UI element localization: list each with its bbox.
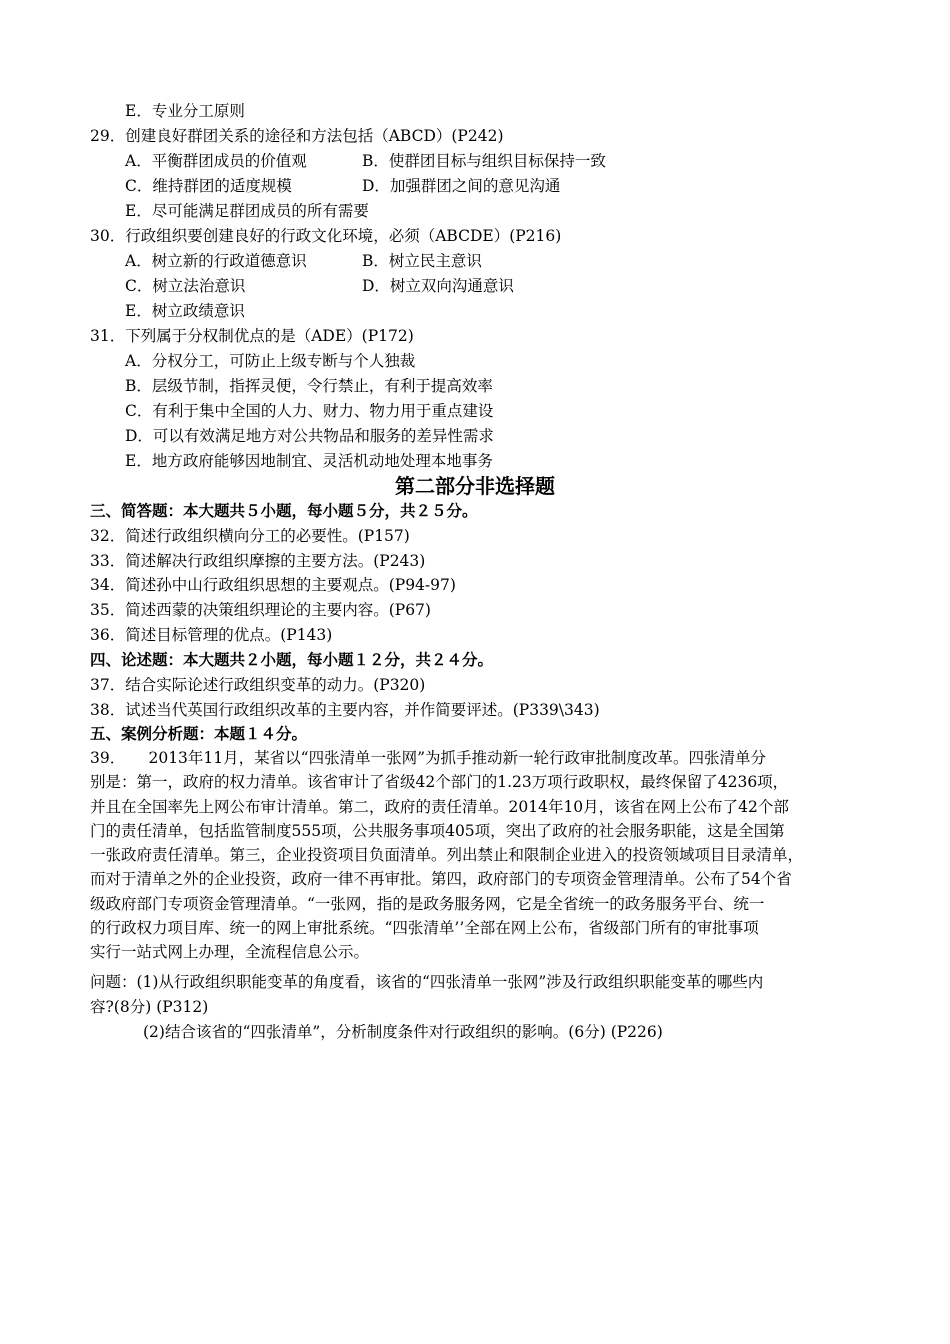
q29-option-d: D．加强群团之间的意见沟通 [362,177,561,195]
q34: 34．简述孙中山行政组织思想的主要观点。(P94-97) [90,576,456,594]
q29-stem: 29．创建良好群团关系的途径和方法包括（ABCD）(P242) [90,127,504,145]
q36: 36．简述目标管理的优点。(P143) [90,626,333,644]
section-5-heading: 五、案例分析题：本题１４分。 [90,724,308,743]
part-two-title: 第二部分非选择题 [395,474,555,498]
q38: 38．试述当代英国行政组织改革的主要内容，并作简要评述。(P339\343) [90,701,600,719]
q39-line: 实行一站式网上办理，全流程信息公示。 [90,943,370,962]
q39-line: 39． 2013年11月，某省以“四张清单一张网”为抓手推动新一轮行政审批制度改革。四张清单分 [90,749,766,767]
q30-stem: 30．行政组织要创建良好的行政文化环境，必须（ABCDE）(P216) [90,227,562,245]
q39-line: 级政府部门专项资金管理清单。“一张网，指的是政务服务网，它是全省统一的政务服务平台、统一 [90,894,765,913]
q30-option-e: E．树立政绩意识 [125,302,245,320]
q30-option-c: C．树立法治意识 [125,277,246,295]
q30-option-d: D．树立双向沟通意识 [362,277,514,295]
q39-question-1-cont: 容?(8分) (P312) [90,998,209,1016]
q29-option-a: A．平衡群团成员的价值观 [125,152,307,170]
q31-option-b: B．层级节制，指挥灵便，令行禁止，有利于提高效率 [125,377,493,395]
q28-option-e: E．专业分工原则 [125,102,245,120]
section-4-heading: 四、论述题：本大题共２小题，每小题１２分，共２４分。 [90,650,494,669]
q31-option-e: E．地方政府能够因地制宜、灵活机动地处理本地事务 [125,452,493,470]
q32: 32．简述行政组织横向分工的必要性。(P157) [90,527,410,545]
q37: 37．结合实际论述行政组织变革的动力。(P320) [90,676,426,694]
q39-question-1: 问题：(1)从行政组织职能变革的角度看，该省的“四张清单一张网”涉及行政组织职能变革的哪些内 [90,973,764,991]
q31-option-d: D．可以有效满足地方对公共物品和服务的差异性需求 [125,427,494,445]
q39-line: 而对于清单之外的企业投资，政府一律不再审批。第四，政府部门的专项资金管理清单。公布了54个省 [90,870,792,889]
q39-line: 门的责任清单，包括监管制度555项，公共服务事项405项，突出了政府的社会服务职能，这是全国第 [90,821,785,840]
q33: 33．简述解决行政组织摩擦的主要方法。(P243) [90,552,426,570]
section-3-heading: 三、简答题：本大题共５小题，每小题５分，共２５分。 [90,501,478,520]
q39-question-2: (2)结合该省的“四张清单”，分析制度条件对行政组织的影响。(6分) (P226) [143,1023,663,1041]
q31-option-a: A．分权分工，可防止上级专断与个人独裁 [125,352,416,370]
q35: 35．简述西蒙的决策组织理论的主要内容。(P67) [90,601,431,619]
q39-line: 一张政府责任清单。第三，企业投资项目负面清单。列出禁止和限制企业进入的投资领域项目目录清单， [90,846,804,865]
q39-line: 并且在全国率先上网公布审计清单。第二，政府的责任清单。2014年10月，该省在网上公布了42个部 [90,797,789,816]
q31-option-c: C．有利于集中全国的人力、财力、物力用于重点建设 [125,402,494,420]
q29-option-c: C．维持群团的适度规模 [125,177,292,195]
q39-case-paragraph [90,746,865,965]
q39-line: 的行政权力项目库、统一的网上审批系统。“四张清单’’全部在网上公布，省级部门所有的审批事项 [90,919,759,938]
q30-option-a: A．树立新的行政道德意识 [125,252,307,270]
q29-option-b: B．使群团目标与组织目标保持一致 [362,152,606,170]
q29-option-e: E．尽可能满足群团成员的所有需要 [125,202,369,220]
q31-stem: 31．下列属于分权制优点的是（ADE）(P172) [90,327,414,345]
q39-line: 别是：第一，政府的权力清单。该省审计了省级42个部门的1.23万项行政职权，最终保留了4236项， [90,773,789,792]
q30-option-b: B．树立民主意识 [362,252,482,270]
